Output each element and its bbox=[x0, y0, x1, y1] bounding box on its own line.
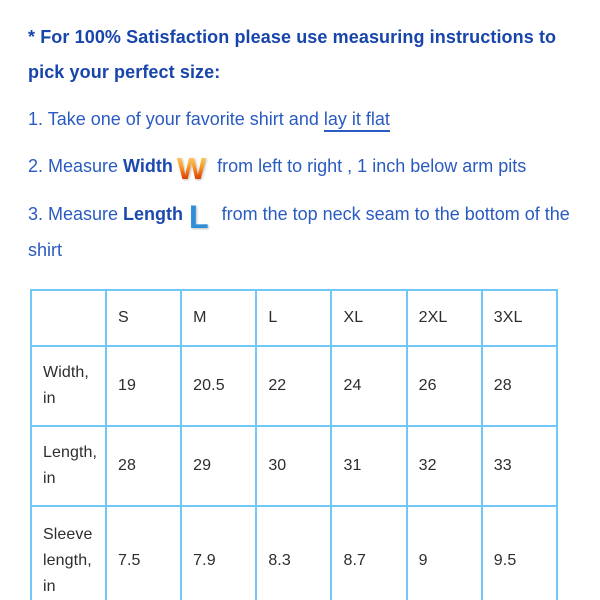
sleeve-value-xl: 8.7 bbox=[331, 506, 406, 600]
sleeve-value-s: 7.5 bbox=[106, 506, 181, 600]
step-1 bbox=[28, 102, 600, 136]
size-header-l: L bbox=[256, 290, 331, 346]
sleeve-value-l: 8.3 bbox=[256, 506, 331, 600]
sleeve-value-2xl: 9 bbox=[407, 506, 482, 600]
width-value-s: 19 bbox=[106, 346, 181, 426]
size-chart-table bbox=[30, 289, 558, 600]
width-value-xl: 24 bbox=[331, 346, 406, 426]
step-1-text: 1. Take one of your favorite shirt and bbox=[28, 109, 324, 129]
satisfaction-heading: * For 100% Satisfaction please use measuring instructions to pick your perfect size: bbox=[28, 27, 557, 82]
length-value-xl: 31 bbox=[331, 426, 406, 506]
length-value-s: 28 bbox=[106, 426, 181, 506]
step-3 bbox=[28, 197, 600, 267]
step-3-length-label: Length bbox=[123, 204, 184, 224]
width-value-2xl: 26 bbox=[407, 346, 482, 426]
size-header-s: S bbox=[106, 290, 181, 346]
size-header-m: M bbox=[181, 290, 256, 346]
length-value-3xl: 33 bbox=[482, 426, 557, 506]
width-row bbox=[31, 346, 557, 426]
length-value-2xl: 32 bbox=[407, 426, 482, 506]
width-value-m: 20.5 bbox=[181, 346, 256, 426]
width-value-l: 22 bbox=[256, 346, 331, 426]
size-header-xl: XL bbox=[331, 290, 406, 346]
sleeve-length-row bbox=[31, 506, 557, 600]
width-w-icon: W bbox=[176, 151, 207, 186]
sleeve-value-m: 7.9 bbox=[181, 506, 256, 600]
step-3-text: 3. Measure bbox=[28, 204, 124, 224]
row-label-length: Length, in bbox=[31, 426, 106, 506]
step-2-text: 2. Measure bbox=[28, 156, 124, 176]
step-2-width-label: Width bbox=[123, 156, 173, 176]
row-label-width: Width, in bbox=[31, 346, 106, 426]
size-header-2xl: 2XL bbox=[407, 290, 482, 346]
step-2 bbox=[28, 149, 600, 184]
lay-it-flat-link[interactable]: lay it flat bbox=[324, 109, 390, 132]
length-row bbox=[31, 426, 557, 506]
row-label-sleeve: Sleeve length, in bbox=[31, 506, 106, 600]
length-value-m: 29 bbox=[181, 426, 256, 506]
size-header-row bbox=[31, 290, 557, 346]
step-3-text-after: from the top neck seam to the bottom of the shirt bbox=[28, 204, 570, 260]
sleeve-value-3xl: 9.5 bbox=[482, 506, 557, 600]
length-l-icon: L bbox=[189, 199, 209, 235]
size-header-empty bbox=[31, 290, 106, 346]
size-header-3xl: 3XL bbox=[482, 290, 557, 346]
length-value-l: 30 bbox=[256, 426, 331, 506]
width-value-3xl: 28 bbox=[482, 346, 557, 426]
step-2-text-after: from left to right , 1 inch below arm pits bbox=[212, 156, 527, 176]
